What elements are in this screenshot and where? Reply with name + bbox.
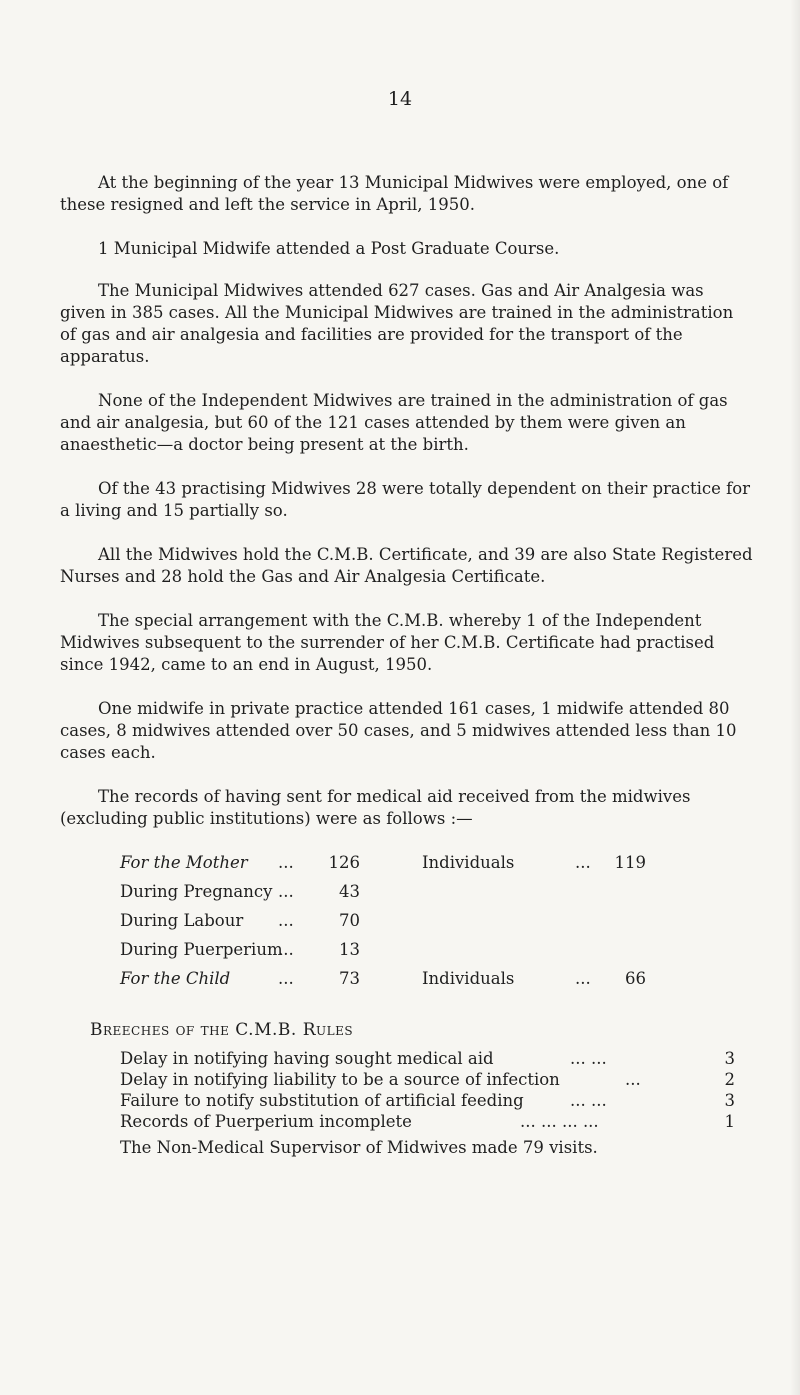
- row-value: 43: [339, 882, 360, 901]
- leader-dots: ...: [278, 969, 294, 988]
- row-label: During Labour: [120, 911, 244, 930]
- paragraph-private-practice: One midwife in private practice attended 161 cases, 1 midwife attended 80 cases, 8 midwives attended over 50 cases, and 5 midwives attended less than 10 cases each.: [60, 699, 737, 762]
- leader-dots: ...: [278, 911, 294, 930]
- table-row: [120, 882, 740, 911]
- row-label: During Puerperium: [120, 940, 283, 959]
- row-value: 13: [339, 940, 360, 959]
- paragraph-independent-midwives: None of the Independent Midwives are trained in the administration of gas and air analgesia, but 60 of the 121 cases attended by them were given an anaesthetic—a doctor being present at the birth.: [60, 391, 728, 454]
- breaches-heading-text: Breeches of the C.M.B. Rules: [90, 1020, 354, 1040]
- table-row: [120, 969, 740, 998]
- list-item: [120, 1112, 735, 1133]
- list-item: [120, 1091, 735, 1112]
- paragraph-post-graduate: 1 Municipal Midwife attended a Post Graduate Course.: [98, 239, 560, 258]
- breaches-heading: [90, 1020, 353, 1040]
- breach-count: 1: [724, 1112, 735, 1131]
- table-row: [120, 911, 740, 940]
- leader-dots: ...: [625, 1070, 641, 1089]
- individuals-label: Individuals: [422, 969, 515, 988]
- leader-dots: ...: [278, 882, 294, 901]
- paragraph-staffing: At the beginning of the year 13 Municipal Midwives were employed, one of these resigned and left the service in April, 1950.: [60, 173, 729, 214]
- paragraph-special-arrangement: The special arrangement with the C.M.B. whereby 1 of the Independent Midwives subsequent to the surrender of her C.M.B. Certificate had practised since 1942, came to an end in August, 1950.: [60, 611, 715, 674]
- leader-dots: ... ...: [570, 1091, 607, 1110]
- table-row: [120, 853, 740, 882]
- paragraph-certificates: All the Midwives hold the C.M.B. Certificate, and 39 are also State Registered Nurses and 28 hold the Gas and Air Analgesia Certificate.: [60, 545, 753, 586]
- paragraph-medical-aid-intro: The records of having sent for medical aid received from the midwives (excluding public institutions) were as follows :—: [60, 787, 691, 828]
- paragraph-practising-midwives: Of the 43 practising Midwives 28 were totally dependent on their practice for a living and 15 partially so.: [60, 479, 751, 520]
- row-label: For the Mother: [120, 853, 248, 872]
- closing-statement: The Non-Medical Supervisor of Midwives made 79 visits.: [120, 1138, 598, 1157]
- leader-dots: ...: [278, 940, 294, 959]
- table-row: [120, 940, 740, 969]
- breach-label: Failure to notify substitution of artificial feeding: [120, 1091, 524, 1110]
- breach-count: 3: [724, 1091, 735, 1110]
- individuals-value: 119: [614, 853, 646, 872]
- paragraph-municipal-cases: The Municipal Midwives attended 627 cases. Gas and Air Analgesia was given in 385 cases. All the Municipal Midwives are trained in the administration of gas and air analgesia and facilities are provided for the transport of the apparatus.: [60, 281, 734, 366]
- individuals-label: Individuals: [422, 853, 515, 872]
- leader-dots: ... ... ... ...: [520, 1112, 599, 1131]
- row-label: For the Child: [120, 969, 231, 988]
- list-item: [120, 1049, 735, 1070]
- list-item: [120, 1070, 735, 1091]
- individuals-value: 66: [625, 969, 646, 988]
- breach-label: Delay in notifying liability to be a source of infection: [120, 1070, 560, 1089]
- row-value: 70: [339, 911, 360, 930]
- leader-dots: ...: [278, 853, 294, 872]
- breach-count: 3: [724, 1049, 735, 1068]
- row-label: During Pregnancy: [120, 882, 273, 901]
- row-value: 73: [339, 969, 360, 988]
- breach-count: 2: [724, 1070, 735, 1089]
- leader-dots: ... ...: [570, 1049, 607, 1068]
- leader-dots: ...: [575, 969, 591, 988]
- page-edge-shadow: [790, 0, 800, 1395]
- page-number: 14: [387, 88, 413, 110]
- leader-dots: ...: [575, 853, 591, 872]
- breach-label: Records of Puerperium incomplete: [120, 1112, 412, 1131]
- medical-aid-table: [120, 853, 740, 998]
- breach-label: Delay in notifying having sought medical aid: [120, 1049, 494, 1068]
- row-value: 126: [328, 853, 360, 872]
- breaches-list: [120, 1049, 735, 1133]
